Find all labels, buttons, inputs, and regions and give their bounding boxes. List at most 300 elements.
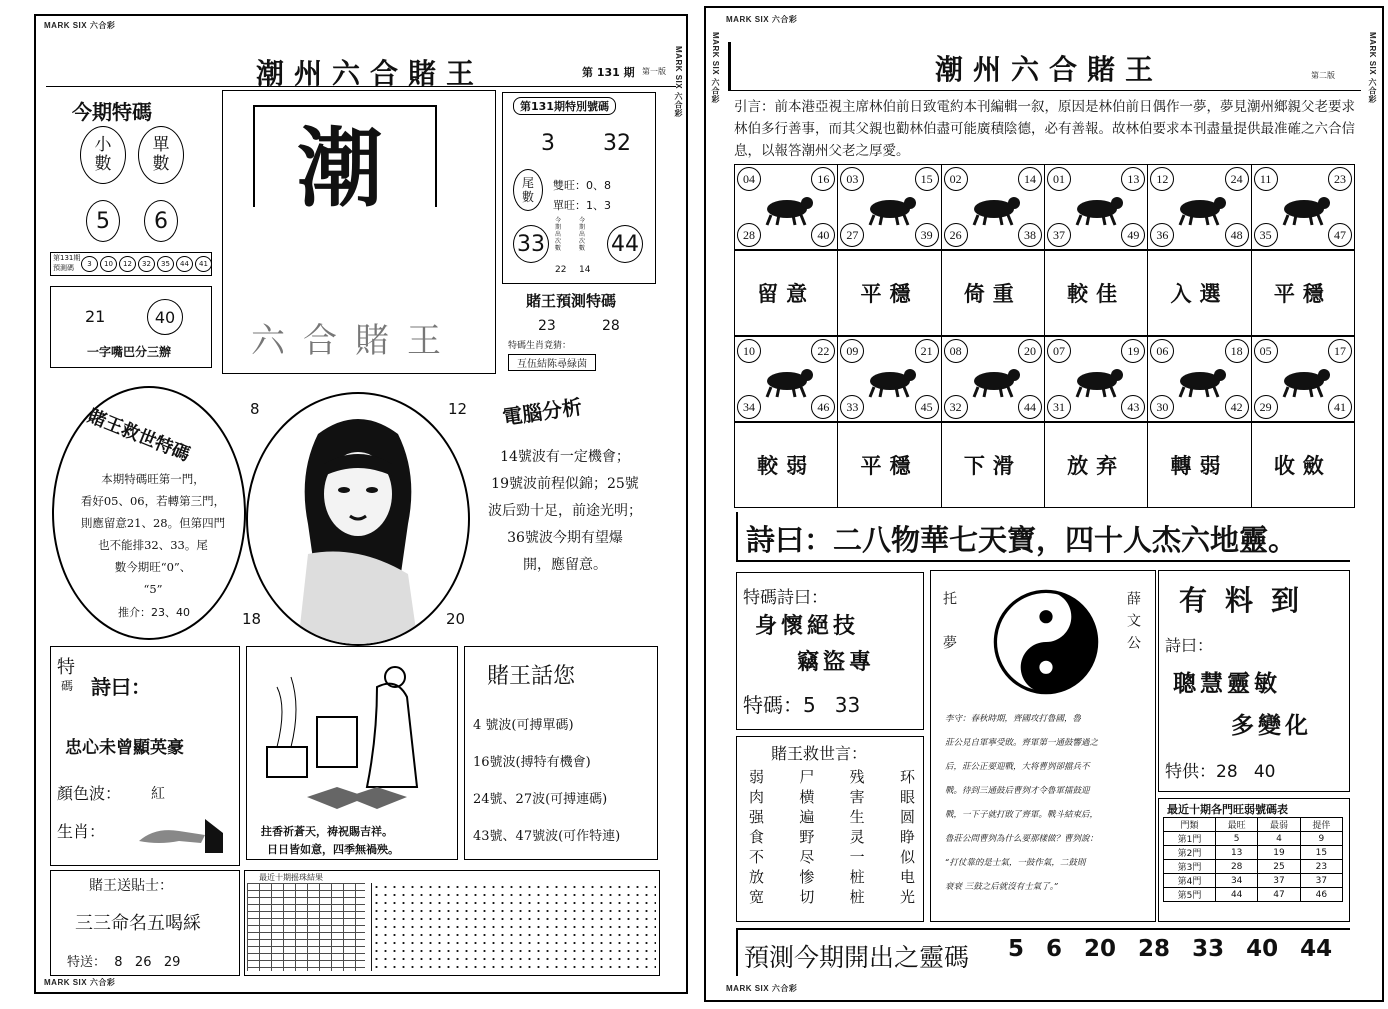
rescue-word: 不 <box>749 848 765 866</box>
rescue-word: 切 <box>799 888 815 906</box>
predict-num-circle: 41 <box>195 256 212 272</box>
zodiac-animal-icon <box>1276 187 1332 227</box>
zodiac-comment-cell <box>1251 422 1355 508</box>
dream-left-label: 托夢 <box>941 591 957 679</box>
analysis-title: 電腦分析 <box>500 394 584 430</box>
left-edition: 第一版 <box>642 67 666 76</box>
talk-line: 43號、47號波(可作特連) <box>473 829 621 844</box>
predict-a: 23 <box>538 318 556 334</box>
rescue-line: 數今期旺“0”、 <box>114 560 192 574</box>
rescue-word: 强 <box>749 808 765 826</box>
poem-box <box>50 646 240 866</box>
code-a: 3 <box>541 131 555 156</box>
intro: 引言：前本港亞視主席林伯前日致電約本刊編輯一叙，原因是林伯前日偶作一夢，夢見潮州鄉親父老要求林伯多行善事，而其父親也勸林伯盡可能廣積陰德，必有善報。故林伯要求本刊盡量提供最准確之六合信息，以報答潮州父老之厚愛。 <box>734 99 1355 159</box>
talk-line: 16號波(搏特有機會) <box>473 755 591 770</box>
yin-yang-icon <box>991 587 1101 697</box>
special-poem-label: 特碼詩曰： <box>743 588 828 608</box>
zodiac-comment: 留意 <box>757 282 816 306</box>
dream-line: 魯莊公問曹刿為什么要那樣做？曹刿說： <box>945 834 1099 844</box>
right-mark-band: MARK SIX 六合彩 <box>1368 32 1377 104</box>
tips-text: 三三命名五喝綵 <box>75 913 201 934</box>
zodiac-number: 24 <box>1225 167 1249 191</box>
portrait-num-tr: 12 <box>448 400 468 418</box>
zodiac-comment-cell <box>1147 422 1251 508</box>
bottom-label: 預測今期開出之靈碼 <box>744 943 970 972</box>
zodiac-comment: 收斂 <box>1273 454 1332 478</box>
table-cell: 47 <box>1258 888 1300 902</box>
zodiac-number: 12 <box>1150 167 1174 191</box>
rescue-words-col <box>900 767 915 907</box>
zodiac-number: 37 <box>1047 223 1071 247</box>
lucky-number: 40 <box>1246 936 1279 962</box>
tag-odd: 單數 <box>138 126 184 184</box>
table-cell: 23 <box>1300 860 1342 874</box>
zodiac-animal-icon <box>1276 359 1332 399</box>
zodiac-number: 17 <box>1328 339 1352 363</box>
code-sub2: 今期出次數 <box>579 217 586 252</box>
zodiac-comment: 下滑 <box>963 454 1022 478</box>
zodiac-number: 21 <box>915 339 939 363</box>
predict-label2: 預測碼 <box>53 264 74 272</box>
right-page <box>704 6 1384 1002</box>
zodiac-number: 15 <box>915 167 939 191</box>
table-cell: 46 <box>1300 888 1342 902</box>
table-cell: 19 <box>1258 846 1300 860</box>
dream-line: “打仗靠的是士氣，一鼓作氣，二鼓則 <box>945 858 1086 868</box>
analysis-line: 波后勁十足，前途光明； <box>488 503 642 519</box>
right-title-box <box>728 42 1361 91</box>
zodiac-comment-cell <box>1147 250 1251 336</box>
rescue-word: 野 <box>799 828 815 846</box>
talk-line: 4 號波(可搏單碼) <box>473 718 574 733</box>
zodiac-cell <box>1251 164 1355 250</box>
zodiac-number: 48 <box>1225 223 1249 247</box>
left-title-rule <box>46 86 676 87</box>
bottom-mark-band: MARK SIX 六合彩 <box>726 984 798 993</box>
has-l1: 聰慧靈敏 <box>1173 671 1281 697</box>
table-cell: 4 <box>1258 832 1300 846</box>
zodiac-comment: 倚重 <box>963 282 1022 306</box>
predict-box <box>502 288 654 374</box>
zodiac-comment-cell <box>941 422 1045 508</box>
analysis-body <box>460 444 670 579</box>
special-code-box <box>50 92 210 280</box>
top-mark-band: MARK SIX 六合彩 <box>44 21 116 30</box>
has-l2: 多變化 <box>1231 713 1312 739</box>
code-c2: 14 <box>579 265 591 275</box>
tips-box <box>50 870 240 976</box>
dream-line: 戰。待到三通鼓后曹刿才令魯軍擂鼓迎 <box>945 786 1090 796</box>
zodiac-cell <box>837 164 941 250</box>
strength-table <box>1163 817 1343 902</box>
table-cell: 第1門 <box>1164 832 1216 846</box>
zodiac-number: 41 <box>1328 395 1352 419</box>
predict-num-circle: 35 <box>157 256 174 272</box>
zodiac-number: 29 <box>1254 395 1278 419</box>
zodiac-animal-icon <box>1172 187 1228 227</box>
code-n2: 44 <box>607 225 643 263</box>
zodiac-number: 06 <box>1150 339 1174 363</box>
poem-te: 特 <box>57 657 75 678</box>
rescue-word: 环 <box>899 768 915 786</box>
zodiac-number: 19 <box>1121 339 1145 363</box>
lucky-number: 28 <box>1138 936 1171 962</box>
zodiac-animal-icon <box>1069 359 1125 399</box>
predict-num-circle: 3 <box>81 256 98 272</box>
zodiac-number: 28 <box>737 223 761 247</box>
code-sub1: 今期出次數 <box>555 217 562 252</box>
zodiac-number: 47 <box>1328 223 1352 247</box>
talk-title: 賭王話您 <box>487 664 576 689</box>
special-poem-code: 特碼：5 33 <box>743 693 861 717</box>
table-cell: 5 <box>1216 832 1258 846</box>
right-edition: 第二版 <box>1311 71 1335 80</box>
zodiac-number: 23 <box>1328 167 1352 191</box>
rescue-line: 本期特碼旺第一門， <box>101 472 205 486</box>
talk-box <box>464 646 658 860</box>
pair-b-circle: 40 <box>147 299 183 335</box>
table-row <box>1164 860 1343 874</box>
rescue-word: 害 <box>849 788 865 806</box>
table-row <box>1164 846 1343 860</box>
ten-grid-left <box>247 883 365 971</box>
pair-a: 21 <box>85 307 106 326</box>
dream-line: 戰，一下子就打敗了齊軍。戰斗結束后， <box>945 810 1099 820</box>
zodiac-number: 03 <box>840 167 864 191</box>
zodiac-comment: 較弱 <box>757 454 816 478</box>
dream-right-label: 薛文公 <box>1125 591 1141 657</box>
table-cell: 37 <box>1258 874 1300 888</box>
zodiac-comment-cell <box>837 250 941 336</box>
zodiac-number: 42 <box>1225 395 1249 419</box>
rescue-words-col <box>850 767 865 907</box>
zodiac-cell <box>1147 164 1251 250</box>
rescue-line: “5” <box>143 582 163 596</box>
table-cell: 28 <box>1216 860 1258 874</box>
table-box <box>1158 798 1350 922</box>
zodiac-number: 32 <box>944 395 968 419</box>
portrait-num-tl: 8 <box>250 400 260 418</box>
rescue-word: 电 <box>899 868 915 886</box>
has-title: 有料到 <box>1179 584 1318 617</box>
ten-title: 最近十期摇珠結果 <box>259 873 323 882</box>
table-cell: 第5門 <box>1164 888 1216 902</box>
poem-verse: 忠心未曾顯英豪 <box>65 738 184 758</box>
special-num-1: 5 <box>86 200 120 242</box>
tag-small: 小數 <box>80 126 126 184</box>
table-header: 最旺 <box>1216 818 1258 832</box>
zodiac-number: 49 <box>1121 223 1145 247</box>
right-title: 潮州六合賭王 <box>935 53 1164 86</box>
predict-num-circle: 32 <box>138 256 155 272</box>
lucky-number: 5 <box>1008 936 1025 962</box>
rescue-word: 尸 <box>799 768 815 786</box>
rescue-word: 弱 <box>749 768 765 786</box>
dream-line: 衰衰 三鼓之后就沒有士氣了。” <box>945 882 1059 892</box>
code-title: 第131期特別號碼 <box>513 97 616 115</box>
zodiac-number: 36 <box>1150 223 1174 247</box>
rescue-word: 桩 <box>849 888 865 906</box>
zodiac-number: 33 <box>840 395 864 419</box>
zodiac-cell <box>1044 336 1148 422</box>
zodiac-comment: 平穩 <box>860 454 919 478</box>
rescue-word: 睁 <box>899 828 915 846</box>
zodiac-cell <box>734 336 838 422</box>
zodiac-number: 31 <box>1047 395 1071 419</box>
rescue-line: 看好05、06，若轉第三門， <box>80 494 226 508</box>
bottom-box <box>736 928 1350 976</box>
zodiac-number: 40 <box>811 223 835 247</box>
left-issue: 第 131 期 <box>582 66 635 79</box>
predict-num-circle: 10 <box>100 256 117 272</box>
table-header: 最弱 <box>1258 818 1300 832</box>
rescue-word: 横 <box>799 788 815 806</box>
talk-body <box>473 707 657 855</box>
tail-dbl: 雙旺：0、8 <box>553 179 611 192</box>
rescue-word: 灵 <box>849 828 865 846</box>
rescue-word: 生 <box>849 808 865 826</box>
dream-line: 莊公見自軍寧受敗。齊軍第一通鼓響過之 <box>945 738 1099 748</box>
rescue-word: 惨 <box>799 868 815 886</box>
zodiac-comment: 轉弱 <box>1170 454 1229 478</box>
code-c1: 22 <box>555 265 567 275</box>
lucky-number: 20 <box>1084 936 1117 962</box>
rescue-words-cols <box>749 767 915 907</box>
zodiac-comment-cell <box>1044 250 1148 336</box>
special-poem-box <box>736 572 924 730</box>
tail-circle: 尾數 <box>513 169 543 211</box>
analysis-line: 19號波前程似錦；25號 <box>491 476 639 492</box>
code-b: 32 <box>603 131 631 156</box>
zodiac-number: 35 <box>1254 223 1278 247</box>
analysis-line: 36號波今期有望爆 <box>507 530 623 546</box>
lucky-number: 6 <box>1046 936 1063 962</box>
predict-zodiac: 互伍結陈尋緑茵 <box>508 354 596 371</box>
zodiac-animal-icon <box>862 359 918 399</box>
zodiac-animal-icon <box>966 359 1022 399</box>
predict-zodiac-label: 特碼生肖竟猜： <box>508 341 572 351</box>
zodiac-number: 07 <box>1047 339 1071 363</box>
dream-line: 后，莊公正要迎戰，大将曹刿卻擋兵不 <box>945 762 1090 772</box>
has-label: 詩曰： <box>1165 636 1214 655</box>
zodiac-number: 13 <box>1121 167 1145 191</box>
tips-title: 賭王送貼士： <box>89 878 173 894</box>
zodiac-number: 34 <box>737 395 761 419</box>
zodiac-number: 01 <box>1047 167 1071 191</box>
zodiac-number: 27 <box>840 223 864 247</box>
zodiac-comment: 較佳 <box>1067 282 1126 306</box>
rescue-word: 眼 <box>899 788 915 806</box>
pair-caption: 一字嘴巴分三辦 <box>87 345 172 359</box>
tips-send: 特送： 8 26 29 <box>67 955 181 970</box>
has-box <box>1158 570 1350 792</box>
rescue-word: 食 <box>749 828 765 846</box>
zodiac-cell <box>1147 336 1251 422</box>
analysis-line: 14號波有一定機會； <box>500 449 630 465</box>
portrait-num-bl: 18 <box>242 610 262 628</box>
rescue-line: 也不能排32、33。尾 <box>98 538 208 552</box>
zodiac-comment-cell <box>1251 250 1355 336</box>
poem-zodiac-label: 生肖： <box>57 822 106 841</box>
zodiac-grid <box>734 164 1354 504</box>
portrait-image <box>248 394 468 644</box>
zodiac-number: 44 <box>1018 395 1042 419</box>
zodiac-number: 09 <box>840 339 864 363</box>
rescue-word: 似 <box>899 848 915 866</box>
banner-text: 詩曰：二八物華七天寶，四十人杰六地靈。 <box>746 523 1298 557</box>
special-poem-l1: 身懷絕技 <box>755 614 860 639</box>
zodiac-number: 08 <box>944 339 968 363</box>
praying-figure-icon <box>247 647 457 817</box>
zodiac-animal-icon <box>966 187 1022 227</box>
zodiac-animal-icon <box>862 187 918 227</box>
zodiac-cell <box>941 164 1045 250</box>
special-num-2: 6 <box>144 200 178 242</box>
left-page <box>34 14 688 994</box>
zodiac-comment-cell <box>1044 422 1148 508</box>
predict-strip <box>50 252 212 276</box>
zodiac-comment: 入選 <box>1170 282 1229 306</box>
bottom-nums <box>1008 936 1332 962</box>
zodiac-number: 46 <box>811 395 835 419</box>
zodiac-number: 05 <box>1254 339 1278 363</box>
code-box <box>502 92 656 284</box>
zodiac-cell <box>1251 336 1355 422</box>
rescue-word: 放 <box>749 868 765 886</box>
table-cell: 15 <box>1300 846 1342 860</box>
predict-title: 賭王預測特碼 <box>526 292 617 310</box>
predict-num-circle: 12 <box>119 256 136 272</box>
lucky-number: 44 <box>1300 936 1333 962</box>
zodiac-animal-icon <box>1069 187 1125 227</box>
table-cell: 25 <box>1258 860 1300 874</box>
zodiac-cell <box>941 336 1045 422</box>
brand-big-char: 潮 <box>297 118 383 219</box>
poem-color-label: 顏色波： <box>57 784 122 803</box>
rescue-word: 尽 <box>799 848 815 866</box>
zodiac-number: 30 <box>1150 395 1174 419</box>
poem-label: 詩曰： <box>91 675 151 699</box>
table-cell: 第2門 <box>1164 846 1216 860</box>
ten-dot-grid <box>371 883 656 971</box>
bottom-mark-band: MARK SIX 六合彩 <box>44 978 116 987</box>
brand-sub: 六合賭王 <box>251 321 459 361</box>
table-cell: 13 <box>1216 846 1258 860</box>
table-title: 最近十期各門旺弱號碼表 <box>1167 803 1288 816</box>
zodiac-cell <box>1044 164 1148 250</box>
code-n1: 33 <box>513 225 549 263</box>
zodiac-comment: 放弃 <box>1067 454 1126 478</box>
zodiac-number: 04 <box>737 167 761 191</box>
pair-box <box>50 286 212 368</box>
predict-num-circle: 44 <box>176 256 193 272</box>
special-poem-l2: 竊盜專 <box>797 650 876 675</box>
table-cell: 44 <box>1216 888 1258 902</box>
poem-ma: 碼 <box>61 679 74 693</box>
rescue-word: 桩 <box>849 868 865 886</box>
right-mark-band: MARK SIX 六合彩 <box>674 46 683 118</box>
dream-line: 李守：春秋時期，齊國攻打魯國，魯 <box>945 714 1082 724</box>
table-header: 門類 <box>1164 818 1216 832</box>
brand-panel <box>222 90 496 374</box>
pray-caption2: 日日皆如意，四季無禍殃。 <box>267 843 399 856</box>
rescue-word: 光 <box>899 888 915 906</box>
table-header: 提伴 <box>1300 818 1342 832</box>
zodiac-number: 43 <box>1121 395 1145 419</box>
table-cell: 34 <box>1216 874 1258 888</box>
rescue-word: 宽 <box>749 888 765 906</box>
rescue-word: 遍 <box>799 808 815 826</box>
zodiac-animal-icon <box>759 187 815 227</box>
zodiac-number: 14 <box>1018 167 1042 191</box>
rescue-oval <box>52 386 246 640</box>
pray-box <box>246 646 458 860</box>
analysis-line: 開，應留意。 <box>523 557 607 573</box>
left-title: 潮州六合賭王 <box>256 57 485 90</box>
zodiac-number: 26 <box>944 223 968 247</box>
rescue-word: 肉 <box>749 788 765 806</box>
ten-results-box <box>244 870 660 976</box>
tail-sgl: 單旺：1、3 <box>553 199 611 212</box>
zodiac-comment-cell <box>941 250 1045 336</box>
zodiac-number: 45 <box>915 395 939 419</box>
rescue-word: 圆 <box>899 808 915 826</box>
zodiac-cell <box>837 336 941 422</box>
left-mark-band: MARK SIX 六合彩 <box>711 32 720 104</box>
rescue-words-box <box>736 736 924 922</box>
special-heading: 今期特碼 <box>72 100 152 124</box>
tiger-icon <box>135 813 225 853</box>
rescue-words-col <box>799 767 814 907</box>
predict-nums <box>81 256 212 272</box>
zodiac-comment: 平穩 <box>1273 282 1332 306</box>
zodiac-number: 22 <box>811 339 835 363</box>
zodiac-cell <box>734 164 838 250</box>
lucky-number: 33 <box>1192 936 1225 962</box>
table-row <box>1164 888 1343 902</box>
rescue-words-title: 賭王救世言： <box>771 744 868 763</box>
zodiac-number: 39 <box>915 223 939 247</box>
pray-caption1: 拄香祈蒼天，祷祝賜吉祥。 <box>261 825 393 838</box>
table-cell: 9 <box>1300 832 1342 846</box>
table-row <box>1164 874 1343 888</box>
zodiac-number: 16 <box>811 167 835 191</box>
zodiac-number: 20 <box>1018 339 1042 363</box>
zodiac-number: 18 <box>1225 339 1249 363</box>
predict-b: 28 <box>602 318 620 334</box>
portrait-oval <box>246 392 470 646</box>
zodiac-comment-cell <box>734 422 838 508</box>
rescue-tip: 推介：23、40 <box>118 606 190 619</box>
has-special: 特供：28 40 <box>1165 762 1276 782</box>
table-row <box>1164 832 1343 846</box>
zodiac-animal-icon <box>1172 359 1228 399</box>
table-cell: 第3門 <box>1164 860 1216 874</box>
talk-line: 24號、27波(可搏連碼) <box>473 792 608 807</box>
zodiac-number: 02 <box>944 167 968 191</box>
dream-story <box>945 707 1149 899</box>
table-cell: 37 <box>1300 874 1342 888</box>
top-mark-band: MARK SIX 六合彩 <box>726 15 798 24</box>
zodiac-number: 11 <box>1254 167 1278 191</box>
zodiac-comment: 平穩 <box>860 282 919 306</box>
rescue-word: 一 <box>849 848 865 866</box>
zodiac-number: 38 <box>1018 223 1042 247</box>
banner-box <box>736 512 1350 562</box>
table-cell: 第4門 <box>1164 874 1216 888</box>
poem-color: 紅 <box>151 786 165 802</box>
rescue-line: 則應留意21、28。但第四門 <box>80 516 226 530</box>
